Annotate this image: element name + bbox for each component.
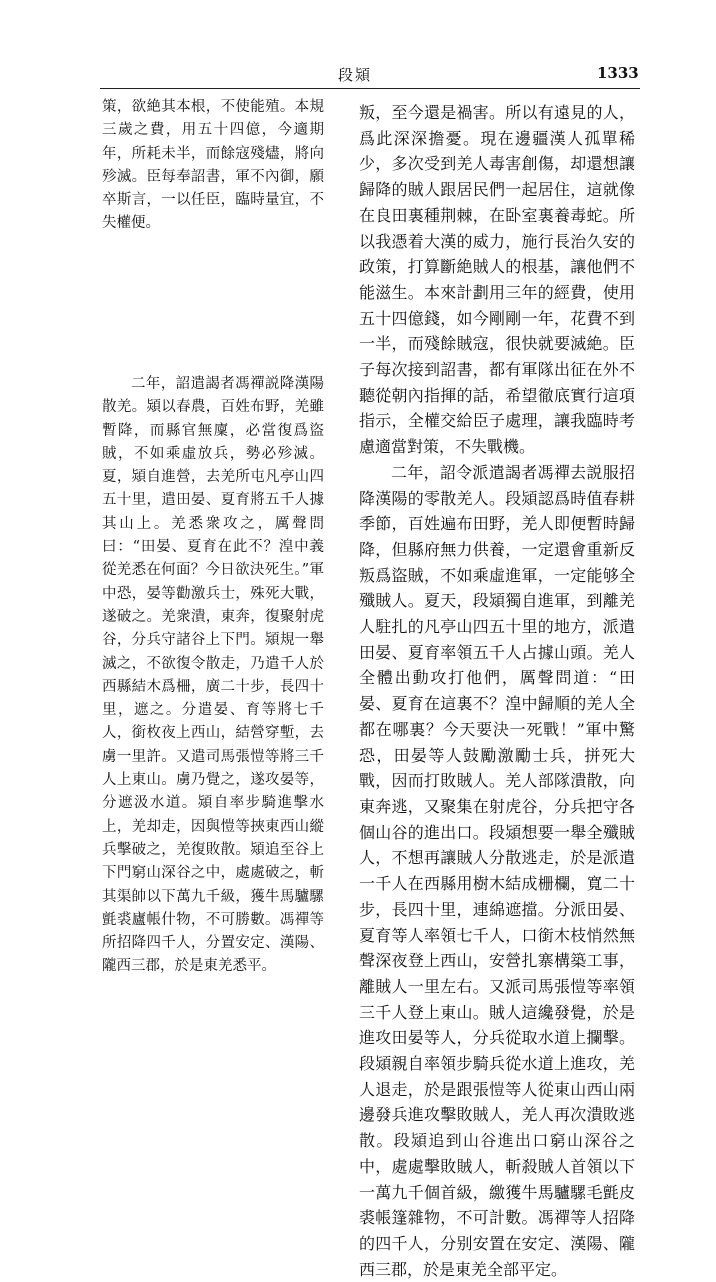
left-column-bottom (102, 373, 324, 979)
header-rule (100, 88, 640, 89)
page-number: 1333 (597, 64, 639, 82)
translation-paragraph-2: 二年，詔令派遣謁者馮禪去説服招降漢陽的零散羌人。段熲認爲時值春耕季節，百姓遍布田野，羌人即便暫時歸降，但縣府無力供養，一定還會重新反叛爲盜賊，不如乘虛進軍，一定能够全殲賊人。夏天，段熲獨自進軍，到離羌人駐扎的凡亭山四五十里的地方，派遣田晏、夏育率領五千人占據山頭。羌人全體出動攻打他們，厲聲問道：“田晏、夏育在這裏不？湟中歸順的羌人全都在哪裏？今天要決一死戰！”軍中驚恐，田晏等人鼓勵激勵士兵，拼死大戰，因而打敗賊人。羌人部隊潰散，向東奔逃，又聚集在射虎谷，分兵把守各個山谷的進出口。段熲想要一舉全殲賊人，不想再讓賊人分散逃走，於是派遣一千人在西縣用樹木結成栅欄，寬二十步，長四十里，連綿遮擋。分派田晏、夏育等人率領七千人，口銜木枝悄然無聲深夜登上西山，安營扎寨構築工事，離賊人一里左右。又派司馬張愷等率領三千人登上東山。賊人這纔發覺，於是進攻田晏等人，分兵從取水道上攔擊。段熲親自率領步騎兵從水道上進攻，羌人退走，於是跟張愷等人從東山西山兩邊發兵進攻擊敗賊人，羌人再次潰敗逃散。段熲追到山谷進出口窮山深谷之中，處處擊敗賊人，斬殺賊人首領以下一萬九千個首級，繳獲牛馬驢騾毛氈皮裘帳篷雜物，不可計數。馮禪等人招降的四千人，分别安置在安定、漢陽、隴西三郡，於是東羌全部平定。 (359, 462, 635, 1279)
running-title: 段熲 (338, 66, 373, 84)
translation-paragraph-1: 叛，至今還是禍害。所以有遠見的人，爲此深深擔憂。現在邊疆漢人孤單稀少，多次受到羌人毒害創傷，却還想讓歸降的賊人跟居民們一起居住，這就像在良田裏種荆棘，在卧室裏養毒蛇。所以我憑着大漢的威力，施行長治久安的政策，打算斷絶賊人的根基，讓他們不能滋生。本來計劃用三年的經費，使用五十四億錢，如今剛剛一年，花費不到一半，而殘餘賊寇，很快就要滅絶。臣子每次接到詔書，都有軍隊出征在外不聽從朝內指揮的話，希望徹底實行這項指示，全權交給臣子處理，讓我臨時考慮適當對策，不失戰機。 (359, 103, 635, 457)
classical-text-paragraph-1: 策，欲絶其本根，不使能殖。本規三歲之費，用五十四億，今適期年，所耗未半，而餘寇殘燼，將向殄滅。臣每奉詔書，軍不內御，願卒斯言，一以任臣，臨時量宜，不失權便。 (102, 99, 324, 232)
right-column (359, 100, 635, 1282)
left-column-top (102, 96, 324, 236)
page-header (0, 0, 716, 90)
classical-text-paragraph-2: 二年，詔遣謁者馮禪説降漢陽散羌。熲以春農，百姓布野，羌雖暫降，而縣官無廩，必當復爲盜賊，不如乘虛放兵，勢必殄滅。夏，熲自進營，去羌所屯凡亭山四五十里，遣田晏、夏育將五千人據其山上。羌悉衆攻之，厲聲問曰：“田晏、夏育在此不？湟中義從羌悉在何面？今日欲決死生。”軍中恐，晏等勸激兵士，殊死大戰，遂破之。羌衆潰，東奔，復聚射虎谷，分兵守諸谷上下門。熲規一舉滅之，不欲復令散走，乃遣千人於西縣結木爲柵，廣二十步，長四十里，遮之。分遣晏、育等將七千人，銜枚夜上西山，結營穿塹，去虜一里許。又遣司馬張愷等將三千人上東山。虜乃覺之，遂攻晏等，分遮汲水道。熲自率步騎進擊水上，羌却走，因與愷等挾東西山縱兵擊破之，羌復敗散。熲追至谷上下門窮山深谷之中，處處破之，斬其渠帥以下萬九千級，獲牛馬驢騾氈裘廬帳什物，不可勝數。馮禪等所招降四千人，分置安定、漢陽、隴西三郡，於是東羌悉平。 (102, 376, 324, 975)
